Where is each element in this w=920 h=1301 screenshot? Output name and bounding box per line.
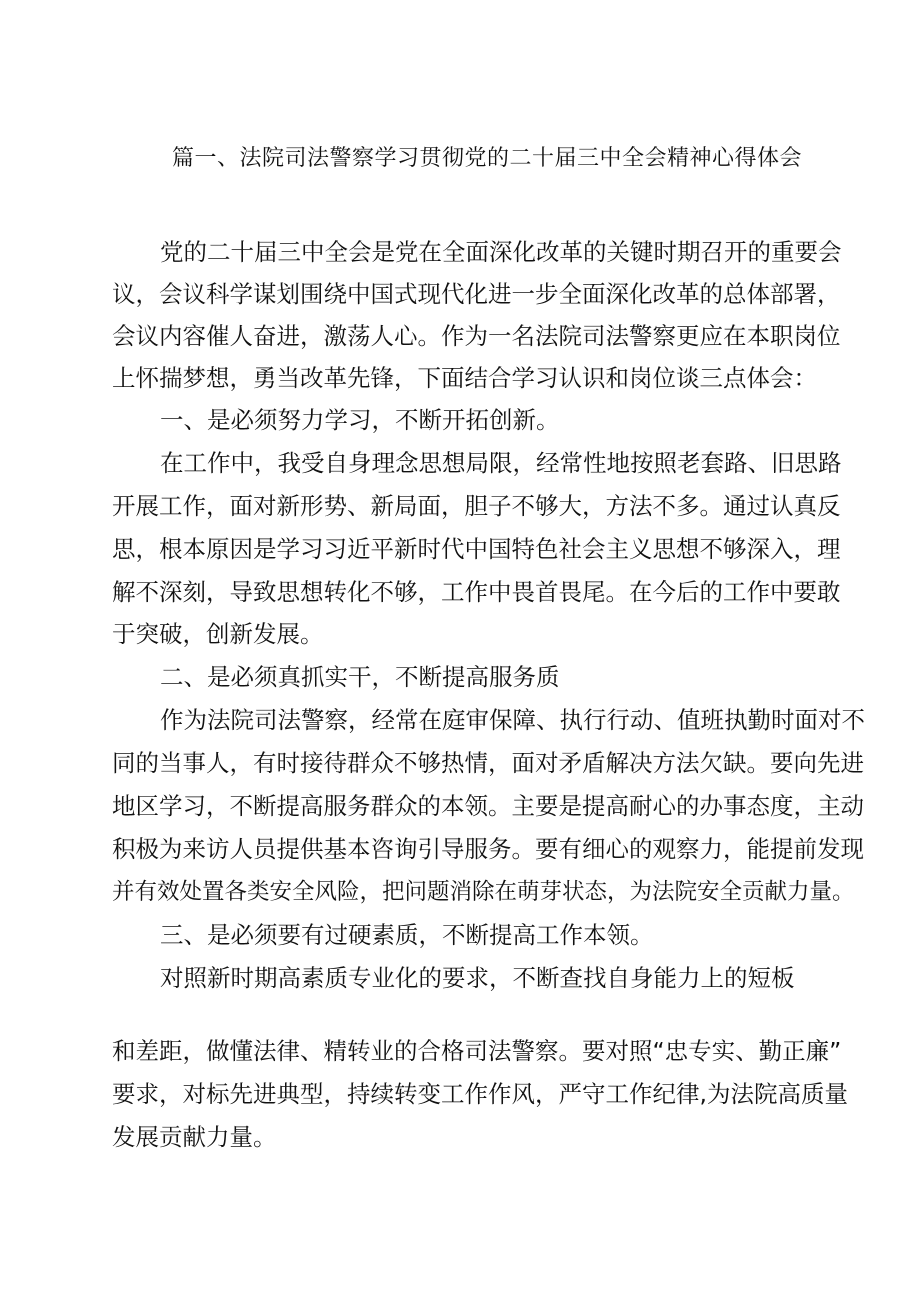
section-heading: 三、是必须要有过硬素质，不断提高工作本领。	[160, 921, 654, 949]
paragraph-line: 思，根本原因是学习习近平新时代中国特色社会主义思想不够深入，理	[112, 535, 841, 563]
section-heading: 一、是必须努力学习，不断开拓创新。	[160, 406, 560, 434]
paragraph-line: 党的二十届三中全会是党在全面深化改革的关键时期召开的重要会	[160, 238, 842, 266]
paragraph-line: 作为法院司法警察，经常在庭审保障、执行行动、值班执勤时面对不	[160, 706, 865, 734]
paragraph-line: 积极为来访人员提供基本咨询引导服务。要有细心的观察力，能提前发现	[112, 835, 864, 863]
paragraph-line: 开展工作，面对新形势、新局面，胆子不够大，方法不多。通过认真反	[112, 492, 841, 520]
paragraph-line: 解不深刻，导致思想转化不够，工作中畏首畏尾。在今后的工作中要敢	[112, 578, 841, 606]
paragraph-line: 议，会议科学谋划围绕中国式现代化进一步全面深化改革的总体部署，	[112, 280, 841, 308]
paragraph-line: 地区学习，不断提高服务群众的本领。主要是提高耐心的办事态度，主动	[112, 792, 864, 820]
paragraph-line: 发展贡献力量。	[112, 1123, 277, 1151]
paragraph-line: 要求，对标先进典型，持续转变工作作风，严守工作纪律,为法院高质量	[112, 1080, 848, 1108]
paragraph-line: 会议内容催人奋进，激荡人心。作为一名法院司法警察更应在本职岗位	[112, 322, 841, 350]
paragraph-line: 并有效处置各类安全风险，把问题消除在萌芽状态，为法院安全贡献力量。	[112, 879, 855, 905]
paragraph-line: 和差距，做懂法律、精转业的合格司法警察。要对照“忠专实、勤正廉”	[112, 1037, 842, 1065]
paragraph-line: 于突破，创新发展。	[112, 620, 324, 648]
paragraph-line: 上怀揣梦想，勇当改革先锋，下面结合学习认识和岗位谈三点体会：	[112, 364, 817, 392]
section-heading: 二、是必须真抓实干，不断提高服务质	[160, 663, 560, 691]
paragraph-line: 对照新时期高素质专业化的要求，不断查找自身能力上的短板	[160, 964, 795, 992]
document-title: 篇一、法院司法警察学习贯彻党的二十届三中全会精神心得体会	[172, 146, 803, 171]
paragraph-line: 在工作中，我受自身理念思想局限，经常性地按照老套路、旧思路	[160, 449, 842, 477]
paragraph-line: 同的当事人，有时接待群众不够热情，面对矛盾解决方法欠缺。要向先进	[112, 749, 864, 777]
